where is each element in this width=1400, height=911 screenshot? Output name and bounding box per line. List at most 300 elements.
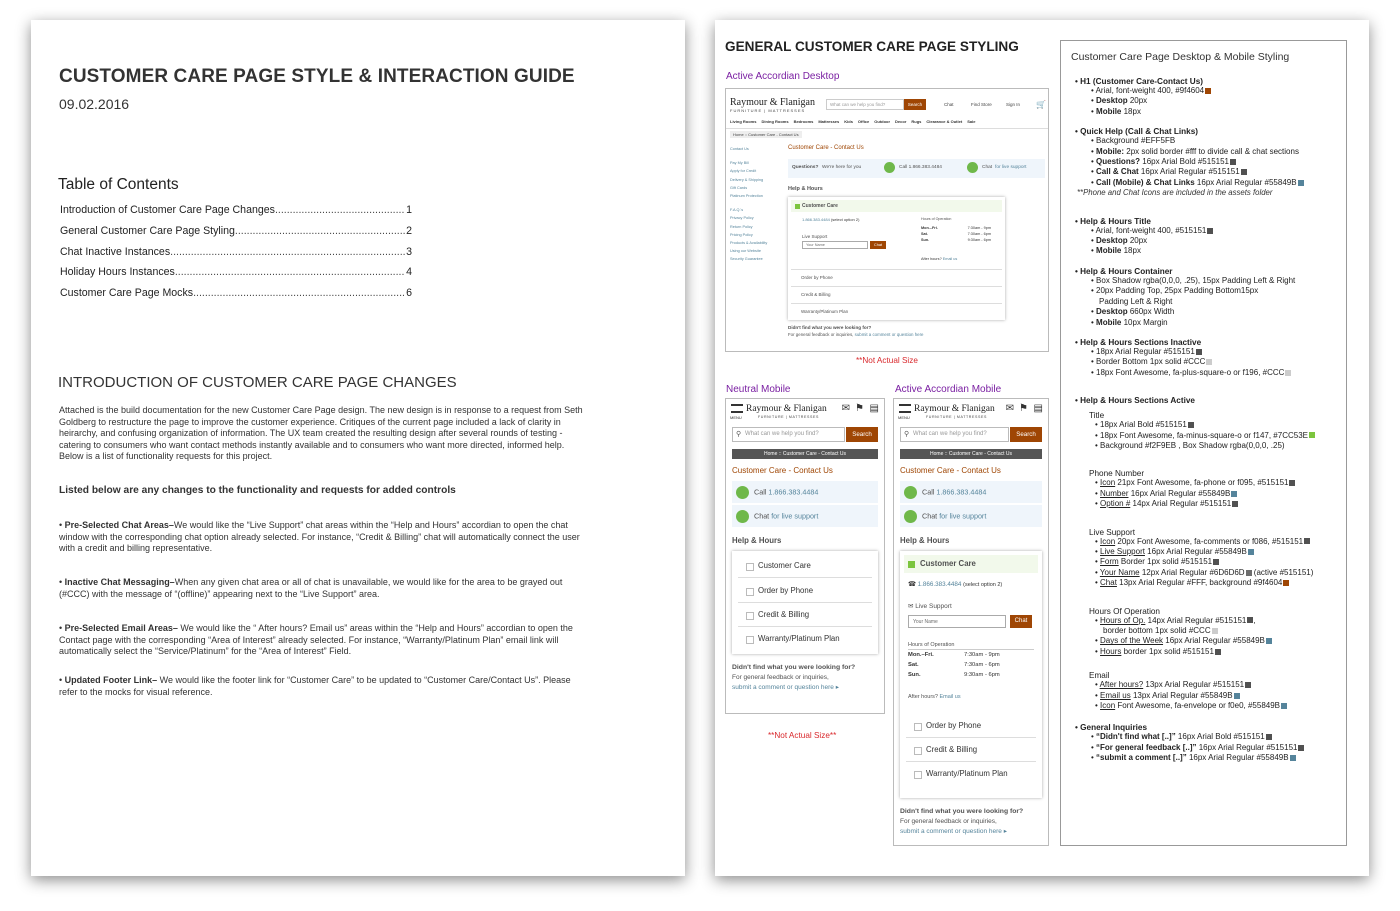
search-button[interactable]: Search — [1010, 427, 1042, 442]
spec-line — [1095, 701, 1336, 711]
chat-button[interactable]: Chat — [1010, 615, 1032, 628]
spec-bold-label: Questions? — [1096, 157, 1141, 167]
didnt-find-text: Didn't find what you were looking for? — [732, 664, 856, 671]
spec-body — [1071, 77, 1336, 764]
feedback-text: For general feedback or inquiries, — [900, 818, 997, 825]
help-hours-title: Help & Hours — [900, 536, 950, 545]
spec-text: Box Shadow rgba(0,0,0, .25), 15px Padding Left & Right — [1096, 275, 1296, 285]
spec-line — [1091, 347, 1336, 357]
hamburger-icon[interactable] — [731, 404, 743, 413]
sidebar-link[interactable]: Apply for Credit — [730, 169, 757, 174]
spec-line — [1095, 557, 1336, 567]
accordion-item[interactable]: Order by Phone — [906, 714, 1036, 738]
color-swatch — [1281, 703, 1287, 709]
neutral-mobile-label: Neutral Mobile — [726, 384, 791, 395]
spec-bullet: • — [1091, 167, 1097, 177]
spec-line — [1091, 297, 1336, 307]
option-text: (select option 2) — [963, 582, 1003, 588]
desk-chat-button[interactable]: Chat — [870, 241, 886, 249]
spec-bullet: • — [1095, 615, 1101, 625]
phone-number[interactable]: 1.866.383.4484 — [802, 217, 830, 222]
spec-line — [1095, 489, 1336, 499]
breadcrumb: Home :: Customer Care - Contact Us — [732, 449, 878, 459]
toc-entry-page: 1 — [406, 204, 412, 216]
spec-subheading: Phone Number — [1089, 469, 1145, 479]
spec-line — [1091, 307, 1336, 317]
spec-line — [1095, 616, 1336, 626]
breadcrumb: Home :: Customer Care - Contact Us — [900, 449, 1042, 459]
chat-bubble-icon — [904, 510, 917, 523]
color-swatch — [1298, 180, 1304, 186]
minus-square-icon — [795, 204, 800, 209]
spec-text: border 1px solid #515151 — [1121, 646, 1214, 656]
search-button[interactable]: Search — [904, 99, 926, 110]
spec-line — [1091, 753, 1336, 763]
here-for-you-text: We're here for you — [822, 165, 862, 170]
spec-bullet: • — [1095, 478, 1101, 488]
nav-item[interactable]: Mattresses — [818, 119, 840, 124]
color-swatch — [1298, 745, 1304, 751]
location-icon[interactable]: ⚑ — [855, 403, 864, 414]
phone-icon — [736, 486, 749, 499]
spec-bold-label: “For general feedback [..]” — [1096, 742, 1197, 752]
spec-line — [1091, 167, 1336, 177]
color-swatch — [1188, 422, 1194, 428]
nav-item[interactable]: Office — [857, 119, 870, 124]
toc-entry[interactable] — [60, 225, 412, 246]
chat-icon[interactable]: ✉ — [1005, 403, 1014, 414]
sidebar-link[interactable]: Contact Us — [730, 147, 749, 151]
hours-day: Sat. — [921, 232, 928, 236]
sidebar-link[interactable]: Privacy Policy — [730, 216, 754, 221]
spec-text: 18px Font Awesome, fa-plus-square-o or f196, #CCC — [1096, 367, 1285, 377]
bullet-dot: • — [59, 577, 65, 587]
questions-label: Questions? — [792, 165, 819, 170]
spec-line — [1091, 86, 1336, 96]
find-store-link[interactable]: Find Store — [971, 102, 992, 107]
spec-bullet: • — [1091, 225, 1096, 235]
change-item-title: Inactive Chat Messaging– — [64, 577, 175, 587]
spec-line — [1091, 226, 1336, 236]
spec-line — [1095, 568, 1336, 578]
spec-text: 20px Font Awesome, fa-comments or f086, #515151 — [1115, 536, 1304, 546]
submit-link[interactable]: submit a comment or question here ▸ — [732, 684, 839, 691]
chat-bubble-icon — [967, 162, 978, 173]
nav-item[interactable]: Outdoor — [874, 119, 891, 124]
document-page-2 — [715, 20, 1369, 876]
spec-after-text: (active #515151) — [1251, 567, 1314, 577]
spec-text: 16px Arial Regular #55849B — [1144, 546, 1247, 556]
spec-bold-label: “Didn't find what [..]” — [1096, 732, 1176, 742]
neutral-mobile-mock — [725, 398, 885, 714]
toc-entry[interactable] — [60, 204, 412, 225]
spec-bullet: • — [1091, 307, 1097, 317]
bullet-dot: • — [59, 520, 65, 530]
desk-name-input[interactable]: Your Name — [802, 241, 868, 249]
spec-bullet: • — [1091, 177, 1097, 187]
toc-entry-label: Chat Inactive Instances — [60, 245, 171, 258]
hours-time: 9:30am - 6pm — [964, 672, 1000, 678]
hamburger-icon[interactable] — [899, 404, 911, 413]
toc-entry[interactable] — [60, 266, 412, 287]
color-swatch — [1232, 501, 1238, 507]
accordion-active-title[interactable]: Customer Care — [904, 555, 1038, 573]
desk-hours-title: Hours of Operation — [921, 217, 952, 221]
spec-bullet: • — [1091, 346, 1097, 356]
sidebar-link[interactable]: Return Policy — [730, 224, 753, 229]
toc-entry[interactable] — [60, 246, 412, 267]
toc-entry-label: Holiday Hours Instances — [60, 266, 175, 279]
spec-text: 18px Arial Bold #515151 — [1100, 420, 1187, 430]
spec-line — [1091, 357, 1336, 367]
spec-bullet: • — [1095, 430, 1101, 440]
logo-text: Raymour & Flanigan — [730, 97, 815, 108]
spec-text: 12px Arial Regular #6D6D6D — [1139, 567, 1245, 577]
spec-bold-label: Mobile — [1096, 317, 1122, 327]
breadcrumb: Home :: Customer Care - Contact Us — [730, 131, 802, 138]
spec-bullet: • — [1091, 742, 1097, 752]
spec-text: Background #EFF5FB — [1096, 136, 1176, 146]
spec-text: 16px Arial Regular #55849B — [1186, 753, 1289, 763]
search-button[interactable]: Search — [846, 427, 878, 442]
spec-bullet: • — [1095, 701, 1101, 711]
toc-entry-page: 6 — [406, 287, 412, 300]
nav-item[interactable]: Bedrooms — [793, 119, 814, 124]
email-us-link[interactable]: Email us — [942, 257, 958, 261]
spec-text: 18px Arial Regular #515151 — [1096, 346, 1195, 356]
spec-text: 14px Arial Regular #515151 — [1145, 615, 1247, 625]
spec-bullet: • — [1091, 753, 1097, 763]
spec-bullet: • — [1091, 367, 1097, 377]
nav-item[interactable]: Decor — [895, 119, 907, 124]
toc-leader-dots — [235, 225, 405, 237]
toc-entry-page: 3 — [406, 245, 412, 258]
accordion-item[interactable]: Order by Phone — [738, 579, 872, 603]
sidebar-link[interactable]: Products & Availability — [730, 241, 768, 246]
spec-subheading: Hours Of Operation — [1089, 606, 1160, 616]
minus-square-icon — [908, 561, 915, 568]
accordion-active-title[interactable]: Customer Care — [791, 200, 1002, 212]
hours-row — [908, 662, 1026, 668]
hours-time: 7:30am - 6pm — [964, 662, 1000, 668]
spec-subheading: Email — [1089, 671, 1110, 681]
spec-line — [1095, 626, 1336, 636]
spec-line — [1091, 732, 1336, 742]
spec-line — [1091, 147, 1336, 157]
color-swatch — [1241, 169, 1247, 175]
spec-text: 21px Font Awesome, fa-phone or f095, #515151 — [1115, 478, 1289, 488]
after-hours-text: After hours? — [908, 694, 940, 700]
spec-text: 16px Arial Regular #55849B — [1163, 636, 1265, 646]
spec-line — [1091, 246, 1336, 256]
spec-underlined-label: Icon — [1100, 536, 1116, 546]
not-actual-size-note-1: **Not Actual Size — [856, 356, 918, 365]
brand-logo: Raymour & Flanigan — [746, 404, 827, 414]
spec-subheading: Live Support — [1089, 527, 1135, 537]
change-item-text: When any given chat area or all of chat is unavailable, we would like for the area to be grayed out (#CCC) with the message of “(offline)” appearing next to the “Live Support” area. — [59, 577, 563, 599]
didnt-find-text: Didn't find what you were looking for? — [900, 808, 1024, 815]
spec-section-heading: • H1 (Customer Care-Contact Us) — [1075, 77, 1203, 86]
spec-text: Font Awesome, fa-envelope or f0e0, #55849B — [1115, 701, 1281, 711]
spec-bold-label: Call & Chat — [1096, 167, 1139, 177]
spec-bullet: • — [1095, 636, 1101, 646]
change-item-title: Pre-Selected Chat Areas– — [64, 520, 174, 530]
spec-underlined-label: Hours of Op. — [1100, 615, 1146, 625]
toc-entry[interactable] — [60, 287, 412, 308]
sidebar-link[interactable]: Delivery & Shipping — [730, 177, 764, 182]
table-of-contents — [60, 204, 412, 308]
accordion-item[interactable]: Credit & Billing — [738, 603, 872, 627]
hours-day: Sun. — [921, 238, 930, 242]
search-icon: ⚲ — [736, 431, 742, 438]
logo-subtext: FURNITURE | MATTRESSES — [758, 415, 819, 419]
chat-icon[interactable]: ✉ — [841, 403, 850, 414]
call-number[interactable]: 1.866.383.4484 — [768, 487, 819, 497]
toc-leader-dots — [275, 204, 405, 216]
brand-logo: Raymour & Flanigan — [914, 404, 995, 414]
option-text: (select option 2) — [830, 217, 860, 222]
spec-bullet: • — [1095, 578, 1101, 588]
sidebar-link[interactable]: F.A.Q.'s — [730, 208, 744, 213]
accordion-item[interactable]: Credit & Billing — [906, 738, 1036, 762]
submit-link[interactable]: submit a comment or question here — [854, 332, 924, 337]
spec-bullet: • — [1091, 136, 1097, 146]
color-swatch — [1230, 159, 1236, 165]
spec-bold-label: “submit a comment [..]” — [1096, 753, 1187, 763]
cart-icon[interactable]: ▤ — [1033, 403, 1043, 414]
spec-bullet: • — [1095, 420, 1101, 430]
spec-bullet: • — [1095, 557, 1101, 567]
spec-underlined-label: Live Support — [1100, 546, 1145, 556]
chat-row[interactable] — [900, 505, 1042, 527]
toc-leader-dots — [170, 246, 405, 258]
spec-underlined-label: Days of the Week — [1100, 636, 1164, 646]
color-swatch — [1266, 638, 1272, 644]
chat-link[interactable]: Chat — [944, 102, 954, 107]
color-swatch — [1207, 228, 1213, 234]
color-swatch — [1304, 538, 1310, 544]
spec-underlined-label: Option # — [1100, 499, 1131, 509]
spec-line — [1095, 537, 1336, 547]
hours-row — [908, 672, 1026, 678]
spec-bullet: • — [1091, 246, 1097, 256]
spec-section-heading: • Help & Hours Sections Active — [1075, 396, 1195, 406]
sidebar — [730, 145, 785, 264]
logo-subtext: FURNITURE | MATTRESSES — [730, 108, 806, 113]
spec-text: Border 1px solid #515151 — [1118, 557, 1213, 567]
spec-bold-label: Desktop — [1096, 96, 1128, 106]
name-input[interactable]: Your Name — [908, 615, 1006, 628]
call-row[interactable] — [732, 481, 878, 503]
sidebar-link[interactable]: Pricing Policy — [730, 232, 753, 237]
nav-item[interactable]: Kids — [844, 119, 853, 124]
spec-panel — [1060, 40, 1347, 846]
spec-underlined-label: Email us — [1100, 690, 1131, 700]
toc-entry-page: 4 — [406, 266, 412, 279]
spec-bullet: • — [1091, 157, 1097, 167]
change-item-text: We would like the “Live Support” chat areas within the “Help and Hours” accordian to open the chat window with the corresponding chat option already selected. For instance, “Credit & Billing” chat will automatically connect the user with a credit and billing representative. — [59, 520, 580, 554]
spec-bullet: • — [1091, 275, 1097, 285]
color-swatch — [1234, 693, 1240, 699]
nav-item[interactable]: Living Rooms — [730, 119, 757, 124]
hours-day: Sat. — [908, 662, 919, 668]
spec-section-heading: • Help & Hours Title — [1075, 216, 1151, 226]
accordion-item[interactable]: Customer Care — [738, 554, 872, 578]
spec-bold-label: Mobile — [1096, 246, 1122, 256]
change-item — [59, 577, 583, 600]
spec-line — [1095, 636, 1336, 646]
desktop-mock-label: Active Accordian Desktop — [726, 71, 840, 82]
toc-entry-label: Introduction of Customer Care Page Changes — [60, 204, 275, 216]
hours-time: 7:30am - 6pm — [967, 232, 991, 236]
cart-icon[interactable]: 🛒 — [1036, 100, 1046, 109]
styling-title: GENERAL CUSTOMER CARE PAGE STYLING — [725, 39, 1019, 54]
color-swatch — [1309, 432, 1315, 438]
spec-text: 16px Arial Regular #515151 — [1196, 742, 1298, 752]
live-support-link[interactable]: for live support — [771, 511, 819, 521]
spec-bullet: • — [1095, 646, 1101, 656]
search-icon: ⚲ — [904, 431, 910, 438]
call-number[interactable]: 1.866.383.4484 — [936, 487, 987, 497]
accordion-item[interactable]: Warranty/Platinum Plan — [738, 627, 872, 651]
spec-bullet: • — [1091, 732, 1097, 742]
accordion-item[interactable]: Warranty/Platinum Plan — [906, 762, 1036, 786]
chat-bubble-icon — [736, 510, 749, 523]
call-row[interactable] — [900, 481, 1042, 503]
spec-text: 660px Width — [1127, 307, 1175, 317]
live-support-link[interactable]: for live support — [939, 511, 987, 521]
spec-line — [1095, 547, 1336, 557]
hours-time: 9:30am - 6pm — [967, 238, 991, 242]
phone-icon — [904, 486, 917, 499]
sidebar-link[interactable]: Gift Cards — [730, 185, 748, 190]
didnt-find-text: Didn't find what you were looking for? — [788, 325, 872, 330]
hours-title: Hours of Operation — [908, 642, 1034, 650]
accordion-item[interactable]: Warranty/Platinum Plan — [791, 303, 1002, 318]
sidebar-link[interactable]: Security Guarantee — [730, 257, 763, 262]
sign-in-link[interactable]: Sign In — [1006, 102, 1021, 107]
feedback-text: For general feedback or inquiries, — [788, 332, 854, 337]
color-swatch — [1289, 480, 1295, 486]
spec-text: 13px Arial Regular #FFF, background #9f4604 — [1116, 578, 1283, 588]
call-link[interactable]: Call 1.866.383.4484 — [899, 165, 942, 170]
spec-text: 13px Arial Regular #55849B — [1130, 690, 1233, 700]
color-swatch — [1212, 628, 1218, 634]
spec-line — [1091, 107, 1336, 117]
intro-heading: INTRODUCTION OF CUSTOMER CARE PAGE CHANGES — [58, 374, 457, 391]
after-hours-text: After hours? — [921, 257, 942, 261]
color-swatch — [1213, 559, 1219, 565]
color-swatch — [1245, 682, 1251, 688]
accordion-item[interactable]: Credit & Billing — [791, 286, 1002, 301]
spec-text: 13px Arial Regular #515151 — [1143, 680, 1245, 690]
sidebar-link[interactable]: Platinum Protection — [730, 194, 763, 199]
brand-logo — [730, 97, 815, 113]
feedback-line — [788, 332, 923, 337]
hours-day: Sun. — [908, 672, 921, 678]
spec-bold-label: Mobile — [1096, 106, 1122, 116]
spec-line — [1091, 743, 1336, 753]
phone-small-icon: ☎ — [908, 581, 918, 588]
spec-underlined-label: Number — [1100, 488, 1129, 498]
spec-line — [1095, 499, 1336, 509]
email-us-link[interactable]: Email us — [939, 694, 961, 700]
help-hours-container — [900, 551, 1042, 798]
spec-line — [1095, 441, 1336, 451]
spec-text: 18px — [1121, 246, 1141, 256]
spec-bullet: • — [1091, 96, 1097, 106]
nav-item[interactable]: Clearance & Outlet — [926, 119, 963, 124]
spec-section-heading: • General Inquiries — [1075, 723, 1148, 733]
desk-after-hours — [921, 257, 957, 261]
bullet-dot: • — [59, 675, 65, 685]
spec-bullet: • — [1091, 106, 1097, 116]
spec-bullet: • — [1091, 317, 1097, 327]
spec-bullet: • — [1095, 567, 1100, 577]
spec-after-text: , — [1253, 615, 1256, 625]
color-swatch — [1231, 491, 1237, 497]
search-input[interactable]: What can we help you find? — [732, 427, 845, 442]
sidebar-link[interactable]: Pay My Bill — [730, 161, 749, 166]
toc-title: Table of Contents — [58, 176, 179, 193]
page-heading: Customer Care - Contact Us — [900, 466, 1001, 475]
spec-underlined-label: Icon — [1100, 701, 1116, 711]
spec-text: 16px Arial Bold #515151 — [1140, 157, 1230, 167]
spec-text: 16px Arial Bold #515151 — [1175, 732, 1265, 742]
spec-underlined-label: After hours? — [1099, 680, 1144, 690]
help-hours-container — [788, 197, 1005, 320]
spec-bullet: • — [1095, 546, 1101, 556]
nav-item[interactable]: Dining Rooms — [761, 119, 789, 124]
search-input[interactable]: What can we help you find? — [900, 427, 1009, 442]
change-item-title: Updated Footer Link– — [64, 675, 158, 685]
hours-time: 7:30am - 9pm — [964, 652, 1000, 658]
cart-icon[interactable]: ▤ — [869, 403, 879, 414]
chat-label: Chat — [922, 511, 940, 521]
accordion-item[interactable]: Order by Phone — [791, 269, 1002, 284]
desk-hours-table — [921, 225, 991, 243]
spec-line — [1091, 368, 1336, 378]
chat-row[interactable] — [732, 505, 878, 527]
spec-text: 18px Font Awesome, fa-minus-square-o or f147, #7CC53E — [1100, 430, 1308, 440]
live-support-link[interactable]: for live support — [995, 165, 1027, 170]
live-support-label: ✉ Live Support — [908, 603, 952, 610]
phone-number[interactable]: 1.866.383.4484 — [917, 581, 964, 588]
submit-link[interactable]: submit a comment or question here ▸ — [900, 828, 1007, 835]
spec-title: Customer Care Page Desktop & Mobile Styling — [1071, 51, 1290, 63]
sidebar-link[interactable]: Using our Website — [730, 249, 761, 254]
spec-line — [1095, 680, 1336, 690]
spec-line — [1091, 236, 1336, 246]
bullet-dot: • — [59, 623, 65, 633]
changes-heading: Listed below are any changes to the functionality and requests for added controls — [59, 485, 456, 496]
hours-row — [908, 652, 1026, 658]
nav-item[interactable]: Sale — [967, 119, 976, 124]
spec-bold-label: Call (Mobile) & Chat Links — [1096, 177, 1195, 187]
logo-subtext: FURNITURE | MATTRESSES — [926, 415, 987, 419]
nav-item[interactable]: Rugs — [911, 119, 922, 124]
spec-bullet: • — [1091, 146, 1097, 156]
color-swatch — [1215, 649, 1221, 655]
search-input[interactable]: What can we help you find? — [826, 99, 904, 110]
spec-text: 16px Arial Regular #515151 — [1138, 167, 1240, 177]
toc-leader-dots — [175, 266, 405, 278]
spec-text: border bottom 1px solid #CCC — [1103, 626, 1211, 635]
color-swatch — [1248, 549, 1254, 555]
spec-line — [1091, 318, 1336, 328]
location-icon[interactable]: ⚑ — [1019, 403, 1028, 414]
spec-line — [1095, 478, 1336, 488]
